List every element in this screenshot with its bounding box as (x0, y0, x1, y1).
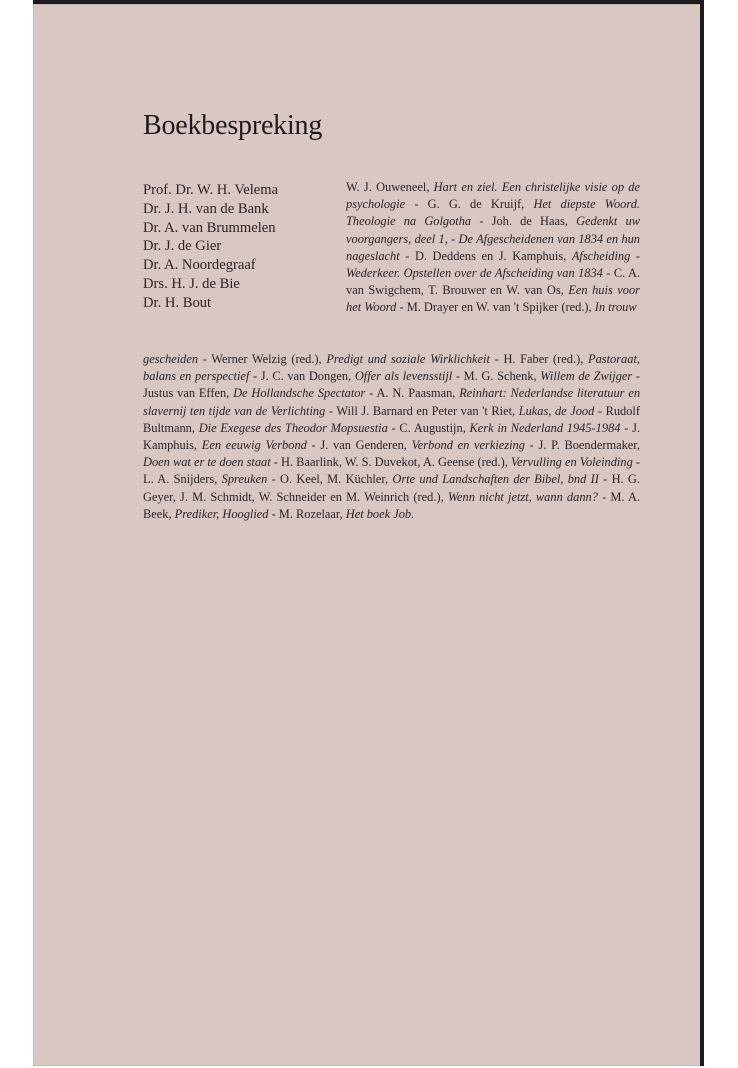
review-segment: - G. G. de Kruijf, (405, 197, 534, 212)
review-title: Een huis voor het Woord (346, 283, 641, 315)
editor-name: Dr. J. de Gier (143, 238, 222, 255)
review-title: Een eeuwig Verbond (201, 438, 307, 453)
editor-name: Prof. Dr. W. H. Velema (143, 182, 279, 198)
review-segment: - L. A. Snijders, (143, 455, 640, 487)
review-title: De Hollandsche Spectator (233, 386, 366, 401)
review-title: Die Exegese des Theodor Mopsuestia (198, 420, 388, 435)
review-segment: - H. Faber (red.), (489, 352, 589, 366)
review-title: Willem de Zwijger (540, 369, 633, 384)
scan-edge-right (700, 4, 704, 1066)
review-segment: - C. Augustijn, (387, 420, 470, 435)
review-title: In trouw (594, 300, 637, 315)
editor-list (143, 181, 338, 313)
review-segment: - J. Kamphuis, (143, 420, 640, 453)
review-segment: - J. C. van Dongen, (249, 369, 355, 384)
review-segment: - Werner Welzig (red.), (198, 352, 327, 366)
editor-name: Dr. A. Noordegraaf (143, 257, 256, 274)
review-title: gescheiden (143, 352, 199, 366)
review-title: Prediker, Hooglied (174, 506, 269, 521)
review-segment: - M. Drayer en W. van 't Spijker (red.), (396, 300, 595, 315)
review-title: Kerk in Nederland 1945-1984 (469, 420, 621, 435)
review-segment: - Justus van Effen, (143, 369, 640, 401)
review-title: Spreuken (221, 472, 268, 487)
review-title: Reinhart: Nederlandse literatuur en slavernij ten tijde van de Verlichting (143, 386, 641, 418)
review-segment: - M. A. Beek, (143, 489, 640, 521)
review-title: Offer als levensstijl (354, 369, 453, 384)
editor-name: Dr. J. H. van de Bank (143, 200, 269, 217)
review-segment: - Will J. Barnard en Peter van 't Riet, (325, 403, 519, 418)
review-title: Vervulling en Voleinding (510, 455, 633, 470)
review-segment: - J. P. Boendermaker, (524, 438, 640, 453)
review-segment: - O. Keel, M. Küchler, (267, 472, 393, 487)
review-title: Het diepste Woord. Theologie na Golgotha (346, 197, 640, 229)
review-segment: - C. A. van Swigchem, T. Brouwer en W. van Os, (346, 266, 640, 298)
review-title: Doen wat er te doen staat (143, 455, 271, 470)
reviews-text-column (346, 179, 640, 317)
review-title: Verbond en verkiezing (411, 438, 525, 453)
review-segment: - M. Rozelaar, (268, 506, 346, 521)
reviews-text-full (143, 351, 640, 523)
review-title: Afscheiding - Wederkeer. Opstellen over de Afscheiding van 1834 (346, 248, 640, 281)
editor-name: Drs. H. J. de Bie (143, 275, 240, 292)
review-segment: W. J. Ouweneel, (346, 180, 434, 194)
review-segment: - H. G. Geyer, J. M. Schmidt, W. Schneider en M. Weinrich (red.), (143, 472, 640, 504)
review-title: Wenn nicht jetzt, wann dann? (447, 489, 598, 504)
review-title: Orte und Landschaften der Bibel, bnd II (392, 472, 599, 487)
review-title: Hart en ziel. Een christelijke visie op de psychologie (346, 180, 640, 212)
page-sheet (33, 4, 703, 1066)
review-segment: - Joh. de Haas, (471, 214, 577, 229)
review-title: Predigt und soziale Wirklichkeit (326, 352, 490, 366)
review-title: Gedenkt uw voorgangers, deel 1, - De Afgescheidenen van 1834 en hun nageslacht (346, 214, 641, 263)
review-title: Het boek Job. (345, 506, 415, 521)
review-segment: - A. N. Paasman, (365, 386, 460, 401)
editor-name: Dr. H. Bout (143, 294, 212, 311)
review-title: Lukas, de Jood (518, 403, 595, 418)
review-segment: - M. G. Schenk, (452, 369, 541, 384)
review-segment: - Rudolf Bultmann, (143, 403, 641, 435)
review-segment: - D. Deddens en J. Kamphuis, (399, 248, 572, 263)
review-segment: - J. van Genderen, (306, 438, 412, 453)
review-title: Pastoraat, balans en perspectief (143, 352, 640, 384)
review-segment: - H. Baarlink, W. S. Duvekot, A. Geense (red.), (270, 455, 511, 470)
editor-name: Dr. A. van Brummelen (143, 219, 276, 236)
page-title: Boekbespreking (143, 110, 323, 141)
